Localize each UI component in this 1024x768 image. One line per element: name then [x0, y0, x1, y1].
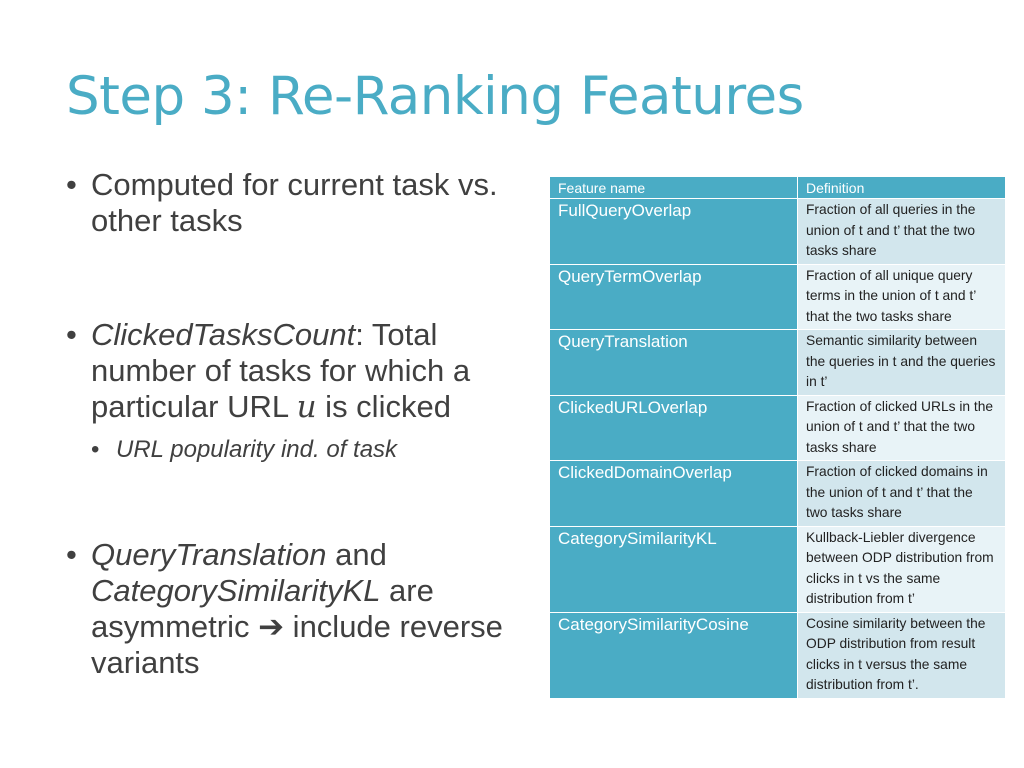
bullet-text: : Total number of tasks for which a particular URL	[91, 317, 471, 424]
table-row	[550, 395, 1006, 461]
feature-name: QueryTermOverlap	[550, 264, 798, 330]
bullet-text: are asymmetric	[91, 573, 434, 644]
table-row	[550, 461, 1006, 527]
sub-bullet-url-popularity	[91, 432, 397, 468]
term-clicked-tasks-count: ClickedTasksCount	[91, 317, 356, 352]
table-row	[550, 526, 1006, 612]
feature-definition: Semantic similarity between the queries in t and the queries in t’	[798, 330, 1006, 396]
feature-name: ClickedDomainOverlap	[550, 461, 798, 527]
feature-name: CategorySimilarityKL	[550, 526, 798, 612]
bullet-dot-icon: •	[66, 167, 77, 202]
bullet-dot-icon: •	[91, 436, 100, 463]
bullet-asymmetric	[66, 537, 546, 681]
term-category-similarity-kl: CategorySimilarityKL	[91, 573, 381, 608]
bullet-dot-icon: •	[66, 317, 77, 352]
bullet-text: and	[326, 537, 387, 572]
feature-definition: Cosine similarity between the ODP distribution from result clicks in t versus the same distribution from t’.	[798, 612, 1006, 698]
feature-definition: Fraction of all unique query terms in the union of t and t’ that the two tasks share	[798, 264, 1006, 330]
feature-definition: Kullback-Liebler divergence between ODP distribution from clicks in t vs the same distribution from t’	[798, 526, 1006, 612]
table-row	[550, 612, 1006, 698]
var-u: u	[296, 389, 317, 425]
term-query-translation: QueryTranslation	[91, 537, 327, 572]
bullet-dot-icon: •	[66, 537, 77, 572]
header-feature-name: Feature name	[550, 177, 798, 199]
bullet-clicked-tasks-count	[66, 317, 546, 425]
arrow-right-icon: ➔	[258, 609, 285, 644]
bullet-text: is clicked	[316, 389, 451, 424]
feature-name: QueryTranslation	[550, 330, 798, 396]
feature-name: CategorySimilarityCosine	[550, 612, 798, 698]
table-row	[550, 330, 1006, 396]
feature-definition: Fraction of all queries in the union of t and t’ that the two tasks share	[798, 199, 1006, 265]
header-definition: Definition	[798, 177, 1006, 199]
feature-name: ClickedURLOverlap	[550, 395, 798, 461]
table-header-row	[550, 177, 1006, 199]
table-row	[550, 199, 1006, 265]
feature-table	[549, 176, 1006, 699]
bullet-computed	[66, 167, 546, 239]
sub-bullet-text: URL popularity ind. of task	[116, 436, 398, 463]
feature-definition: Fraction of clicked domains in the union of t and t’ that the two tasks share	[798, 461, 1006, 527]
feature-name: FullQueryOverlap	[550, 199, 798, 265]
bullet-text: Computed for current task vs. other tasks	[91, 167, 498, 238]
feature-definition: Fraction of clicked URLs in the union of t and t’ that the two tasks share	[798, 395, 1006, 461]
slide-title: Step 3: Re-Ranking Features	[66, 66, 804, 127]
bullet-text: include reverse variants	[91, 609, 503, 680]
table-row	[550, 264, 1006, 330]
